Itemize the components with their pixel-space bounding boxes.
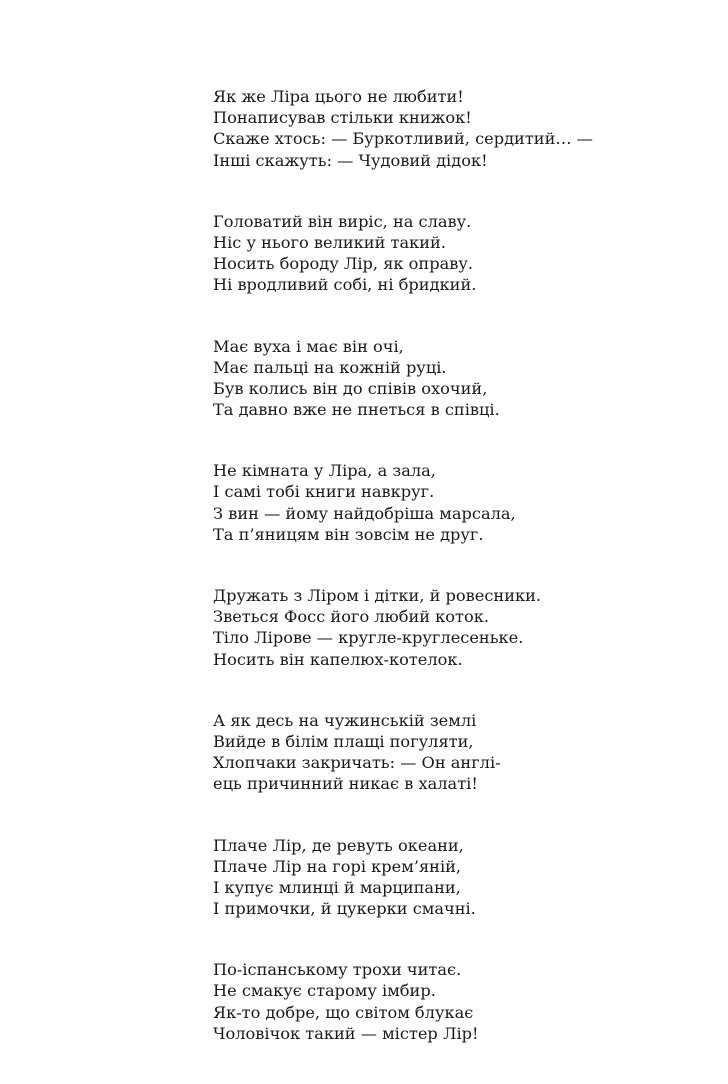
poem-line: Понаписував стільки книжок! [213, 108, 472, 128]
poem-line: Ніс у нього великий такий. [213, 232, 446, 252]
poem-line: Чоловічок такий — містер Лір! [213, 1023, 479, 1043]
poem-line: Ні вродливий собі, ні бридкий. [213, 275, 477, 295]
poem-line: А як десь на чужинській землі [213, 710, 477, 730]
poem-line: Носить він капелюх-котелок. [213, 649, 463, 669]
poem-line: З вин — йому найдобріша марсала, [213, 503, 516, 523]
poem-line: Зветься Фосс його любий коток. [213, 607, 490, 627]
poem-line: І примочки, й цукерки смачні. [213, 899, 476, 919]
poem-line: Не кімната у Ліра, а зала, [213, 461, 436, 481]
poem-line: Плаче Лір на горі крем’яній, [213, 856, 462, 876]
poem-line: Має вуха і має він очі, [213, 336, 404, 356]
poem-line: Головатий він виріс, на славу. [213, 211, 472, 231]
poem-line: По-іспанському трохи читає. [213, 960, 462, 980]
stanza-1 [213, 86, 633, 171]
stanza-7 [213, 835, 633, 920]
poem-line: Та давно вже не пнеться в співці. [213, 400, 500, 420]
stanza-8 [213, 959, 633, 1044]
stanza-2 [213, 211, 633, 296]
poem-line: Був колись він до співів охочий, [213, 378, 488, 398]
poem-line: Хлопчаки закричать: — Он англі- [213, 753, 501, 773]
poem-line: І купує млинці й марципани, [213, 877, 461, 897]
poem-line: Не смакує старому імбир. [213, 981, 436, 1001]
poem [213, 86, 633, 1084]
poem-line: Має пальці на кожній руці. [213, 357, 447, 377]
poem-line: Носить бороду Лір, як оправу. [213, 254, 474, 274]
poem-line: Тіло Лірове — кругле-круглесеньке. [213, 628, 524, 648]
poem-line: Скаже хтось: — Буркотливий, сердитий… — [213, 129, 593, 149]
poem-line: Та п’яницям він зовсім не друг. [213, 524, 484, 544]
poem-line: Як же Ліра цього не любити! [213, 87, 464, 106]
poem-line: Плаче Лір, де ревуть океани, [213, 835, 464, 855]
poem-line: Інші скажуть: — Чудовий дідок! [213, 150, 488, 170]
poem-line: І самі тобі книги навкруг. [213, 482, 435, 502]
poem-line: ець причинний никає в халаті! [213, 774, 478, 794]
stanza-6 [213, 710, 633, 795]
poem-line: Як-то добре, що світом блукає [213, 1002, 474, 1022]
poem-line: Дружать з Ліром і дітки, й ровесники. [213, 586, 542, 605]
poem-line: Вийде в білім плащі погуляти, [213, 731, 474, 751]
stanza-5 [213, 585, 633, 670]
stanza-4 [213, 460, 633, 545]
stanza-3 [213, 336, 633, 421]
